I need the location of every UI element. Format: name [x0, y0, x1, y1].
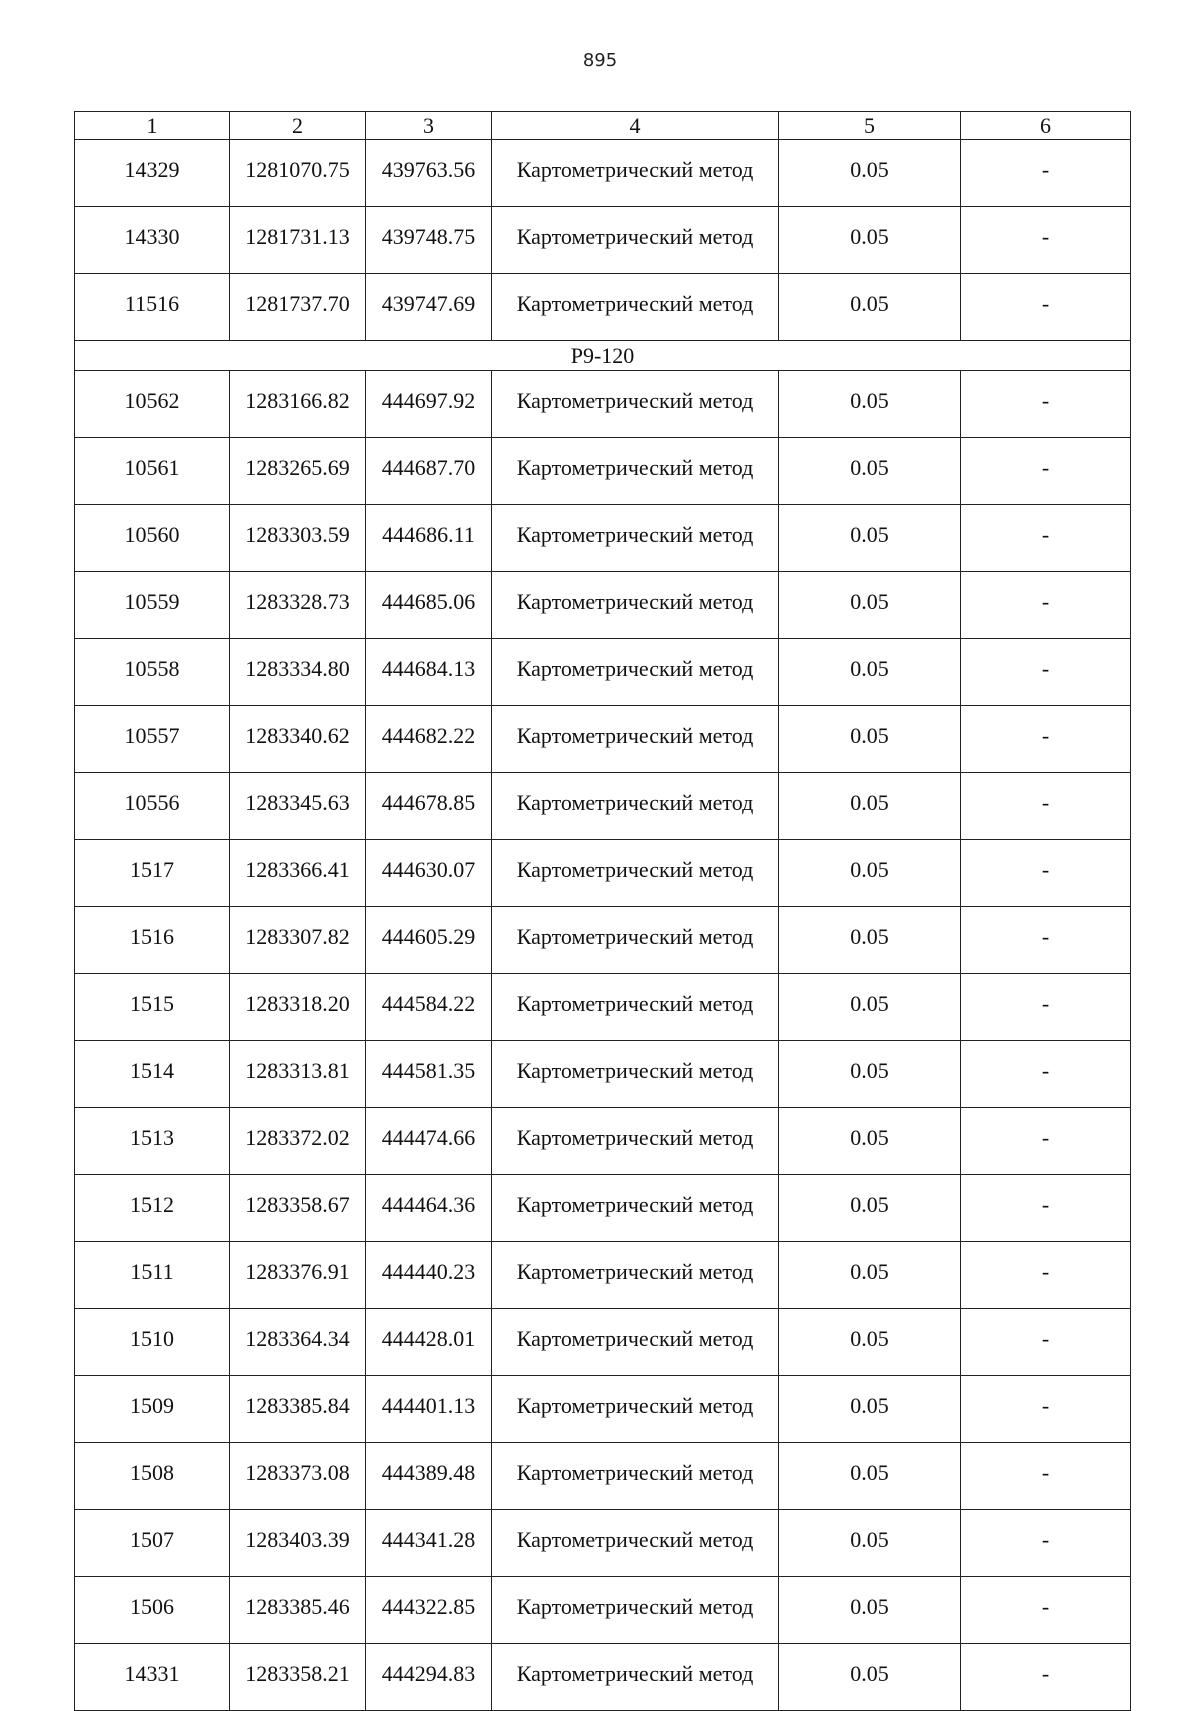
accuracy-cell: 0.05: [779, 572, 961, 639]
table-row: [75, 1443, 1131, 1510]
note-cell: -: [961, 1510, 1131, 1577]
method-cell: Картометрический метод: [492, 1376, 779, 1443]
table-row: [75, 1376, 1131, 1443]
x-coordinate-cell: 1283313.81: [230, 1041, 366, 1108]
point-number-cell: 1510: [75, 1309, 230, 1376]
note-cell: -: [961, 1108, 1131, 1175]
y-coordinate-cell: 444294.83: [366, 1644, 492, 1711]
method-cell: Картометрический метод: [492, 572, 779, 639]
x-coordinate-cell: 1283265.69: [230, 438, 366, 505]
column-header-4: 4: [492, 112, 779, 140]
page-number: 895: [582, 50, 618, 71]
accuracy-cell: 0.05: [779, 438, 961, 505]
note-cell: -: [961, 974, 1131, 1041]
method-cell: Картометрический метод: [492, 1108, 779, 1175]
table-row: [75, 706, 1131, 773]
table-row: [75, 840, 1131, 907]
x-coordinate-cell: 1283307.82: [230, 907, 366, 974]
x-coordinate-cell: 1283372.02: [230, 1108, 366, 1175]
point-number-cell: 11516: [75, 274, 230, 341]
table-row: [75, 371, 1131, 438]
accuracy-cell: 0.05: [779, 1108, 961, 1175]
accuracy-cell: 0.05: [779, 1443, 961, 1510]
table-row: [75, 505, 1131, 572]
column-header-6: 6: [961, 112, 1131, 140]
note-cell: -: [961, 207, 1131, 274]
y-coordinate-cell: 444685.06: [366, 572, 492, 639]
point-number-cell: 1517: [75, 840, 230, 907]
section-row: [75, 341, 1131, 371]
table-row: [75, 140, 1131, 207]
table-row: [75, 974, 1131, 1041]
x-coordinate-cell: 1281070.75: [230, 140, 366, 207]
accuracy-cell: 0.05: [779, 1175, 961, 1242]
column-header-2: 2: [230, 112, 366, 140]
accuracy-cell: 0.05: [779, 371, 961, 438]
x-coordinate-cell: 1283373.08: [230, 1443, 366, 1510]
accuracy-cell: 0.05: [779, 974, 961, 1041]
method-cell: Картометрический метод: [492, 505, 779, 572]
accuracy-cell: 0.05: [779, 207, 961, 274]
note-cell: -: [961, 1443, 1131, 1510]
point-number-cell: 10562: [75, 371, 230, 438]
x-coordinate-cell: 1283328.73: [230, 572, 366, 639]
y-coordinate-cell: 439748.75: [366, 207, 492, 274]
accuracy-cell: 0.05: [779, 639, 961, 706]
method-cell: Картометрический метод: [492, 1175, 779, 1242]
method-cell: Картометрический метод: [492, 1577, 779, 1644]
method-cell: Картометрический метод: [492, 140, 779, 207]
x-coordinate-cell: 1283376.91: [230, 1242, 366, 1309]
x-coordinate-cell: 1283385.46: [230, 1577, 366, 1644]
method-cell: Картометрический метод: [492, 840, 779, 907]
method-cell: Картометрический метод: [492, 274, 779, 341]
accuracy-cell: 0.05: [779, 1041, 961, 1108]
y-coordinate-cell: 444428.01: [366, 1309, 492, 1376]
table-row: [75, 1108, 1131, 1175]
x-coordinate-cell: 1281737.70: [230, 274, 366, 341]
accuracy-cell: 0.05: [779, 1644, 961, 1711]
note-cell: -: [961, 907, 1131, 974]
note-cell: -: [961, 773, 1131, 840]
note-cell: -: [961, 1309, 1131, 1376]
section-label: Р9-120: [75, 341, 1131, 371]
y-coordinate-cell: 444341.28: [366, 1510, 492, 1577]
accuracy-cell: 0.05: [779, 1510, 961, 1577]
method-cell: Картометрический метод: [492, 1644, 779, 1711]
column-number-header-row: [75, 112, 1131, 140]
y-coordinate-cell: 439763.56: [366, 140, 492, 207]
coordinates-table: [74, 111, 1131, 1711]
point-number-cell: 1507: [75, 1510, 230, 1577]
point-number-cell: 10561: [75, 438, 230, 505]
accuracy-cell: 0.05: [779, 140, 961, 207]
point-number-cell: 1513: [75, 1108, 230, 1175]
point-number-cell: 1509: [75, 1376, 230, 1443]
y-coordinate-cell: 444630.07: [366, 840, 492, 907]
y-coordinate-cell: 444389.48: [366, 1443, 492, 1510]
accuracy-cell: 0.05: [779, 907, 961, 974]
table-row: [75, 438, 1131, 505]
y-coordinate-cell: 444401.13: [366, 1376, 492, 1443]
y-coordinate-cell: 444684.13: [366, 639, 492, 706]
note-cell: -: [961, 572, 1131, 639]
point-number-cell: 1506: [75, 1577, 230, 1644]
x-coordinate-cell: 1283345.63: [230, 773, 366, 840]
note-cell: -: [961, 1376, 1131, 1443]
y-coordinate-cell: 444581.35: [366, 1041, 492, 1108]
method-cell: Картометрический метод: [492, 974, 779, 1041]
x-coordinate-cell: 1283340.62: [230, 706, 366, 773]
point-number-cell: 10557: [75, 706, 230, 773]
note-cell: -: [961, 1041, 1131, 1108]
x-coordinate-cell: 1283364.34: [230, 1309, 366, 1376]
table-row: [75, 1644, 1131, 1711]
note-cell: -: [961, 371, 1131, 438]
table-row: [75, 1175, 1131, 1242]
table-row: [75, 1309, 1131, 1376]
note-cell: -: [961, 1175, 1131, 1242]
note-cell: -: [961, 1644, 1131, 1711]
table-row: [75, 1041, 1131, 1108]
note-cell: -: [961, 140, 1131, 207]
point-number-cell: 14331: [75, 1644, 230, 1711]
column-header-1: 1: [75, 112, 230, 140]
method-cell: Картометрический метод: [492, 1510, 779, 1577]
accuracy-cell: 0.05: [779, 1376, 961, 1443]
column-header-3: 3: [366, 112, 492, 140]
table-row: [75, 773, 1131, 840]
table-row: [75, 639, 1131, 706]
coordinates-table-body: [75, 112, 1131, 1711]
point-number-cell: 10560: [75, 505, 230, 572]
table-row: [75, 907, 1131, 974]
y-coordinate-cell: 444686.11: [366, 505, 492, 572]
note-cell: -: [961, 639, 1131, 706]
y-coordinate-cell: 444605.29: [366, 907, 492, 974]
y-coordinate-cell: 444464.36: [366, 1175, 492, 1242]
y-coordinate-cell: 439747.69: [366, 274, 492, 341]
y-coordinate-cell: 444687.70: [366, 438, 492, 505]
table-row: [75, 1577, 1131, 1644]
method-cell: Картометрический метод: [492, 639, 779, 706]
accuracy-cell: 0.05: [779, 840, 961, 907]
point-number-cell: 1515: [75, 974, 230, 1041]
table-row: [75, 572, 1131, 639]
accuracy-cell: 0.05: [779, 706, 961, 773]
point-number-cell: 1512: [75, 1175, 230, 1242]
note-cell: -: [961, 274, 1131, 341]
x-coordinate-cell: 1283166.82: [230, 371, 366, 438]
x-coordinate-cell: 1283358.21: [230, 1644, 366, 1711]
method-cell: Картометрический метод: [492, 1443, 779, 1510]
point-number-cell: 10558: [75, 639, 230, 706]
y-coordinate-cell: 444440.23: [366, 1242, 492, 1309]
method-cell: Картометрический метод: [492, 1309, 779, 1376]
accuracy-cell: 0.05: [779, 1309, 961, 1376]
method-cell: Картометрический метод: [492, 907, 779, 974]
point-number-cell: 1511: [75, 1242, 230, 1309]
y-coordinate-cell: 444474.66: [366, 1108, 492, 1175]
y-coordinate-cell: 444584.22: [366, 974, 492, 1041]
point-number-cell: 10559: [75, 572, 230, 639]
x-coordinate-cell: 1281731.13: [230, 207, 366, 274]
note-cell: -: [961, 505, 1131, 572]
method-cell: Картометрический метод: [492, 371, 779, 438]
method-cell: Картометрический метод: [492, 1041, 779, 1108]
accuracy-cell: 0.05: [779, 1577, 961, 1644]
x-coordinate-cell: 1283318.20: [230, 974, 366, 1041]
y-coordinate-cell: 444678.85: [366, 773, 492, 840]
note-cell: -: [961, 438, 1131, 505]
column-header-5: 5: [779, 112, 961, 140]
table-row: [75, 1510, 1131, 1577]
table-row: [75, 207, 1131, 274]
note-cell: -: [961, 1242, 1131, 1309]
method-cell: Картометрический метод: [492, 438, 779, 505]
point-number-cell: 10556: [75, 773, 230, 840]
point-number-cell: 1508: [75, 1443, 230, 1510]
y-coordinate-cell: 444697.92: [366, 371, 492, 438]
y-coordinate-cell: 444322.85: [366, 1577, 492, 1644]
x-coordinate-cell: 1283385.84: [230, 1376, 366, 1443]
accuracy-cell: 0.05: [779, 505, 961, 572]
y-coordinate-cell: 444682.22: [366, 706, 492, 773]
x-coordinate-cell: 1283366.41: [230, 840, 366, 907]
accuracy-cell: 0.05: [779, 274, 961, 341]
table-row: [75, 274, 1131, 341]
note-cell: -: [961, 840, 1131, 907]
accuracy-cell: 0.05: [779, 773, 961, 840]
accuracy-cell: 0.05: [779, 1242, 961, 1309]
note-cell: -: [961, 706, 1131, 773]
point-number-cell: 1514: [75, 1041, 230, 1108]
method-cell: Картометрический метод: [492, 706, 779, 773]
x-coordinate-cell: 1283403.39: [230, 1510, 366, 1577]
x-coordinate-cell: 1283358.67: [230, 1175, 366, 1242]
method-cell: Картометрический метод: [492, 773, 779, 840]
note-cell: -: [961, 1577, 1131, 1644]
method-cell: Картометрический метод: [492, 1242, 779, 1309]
method-cell: Картометрический метод: [492, 207, 779, 274]
x-coordinate-cell: 1283334.80: [230, 639, 366, 706]
table-row: [75, 1242, 1131, 1309]
x-coordinate-cell: 1283303.59: [230, 505, 366, 572]
point-number-cell: 14330: [75, 207, 230, 274]
point-number-cell: 14329: [75, 140, 230, 207]
point-number-cell: 1516: [75, 907, 230, 974]
